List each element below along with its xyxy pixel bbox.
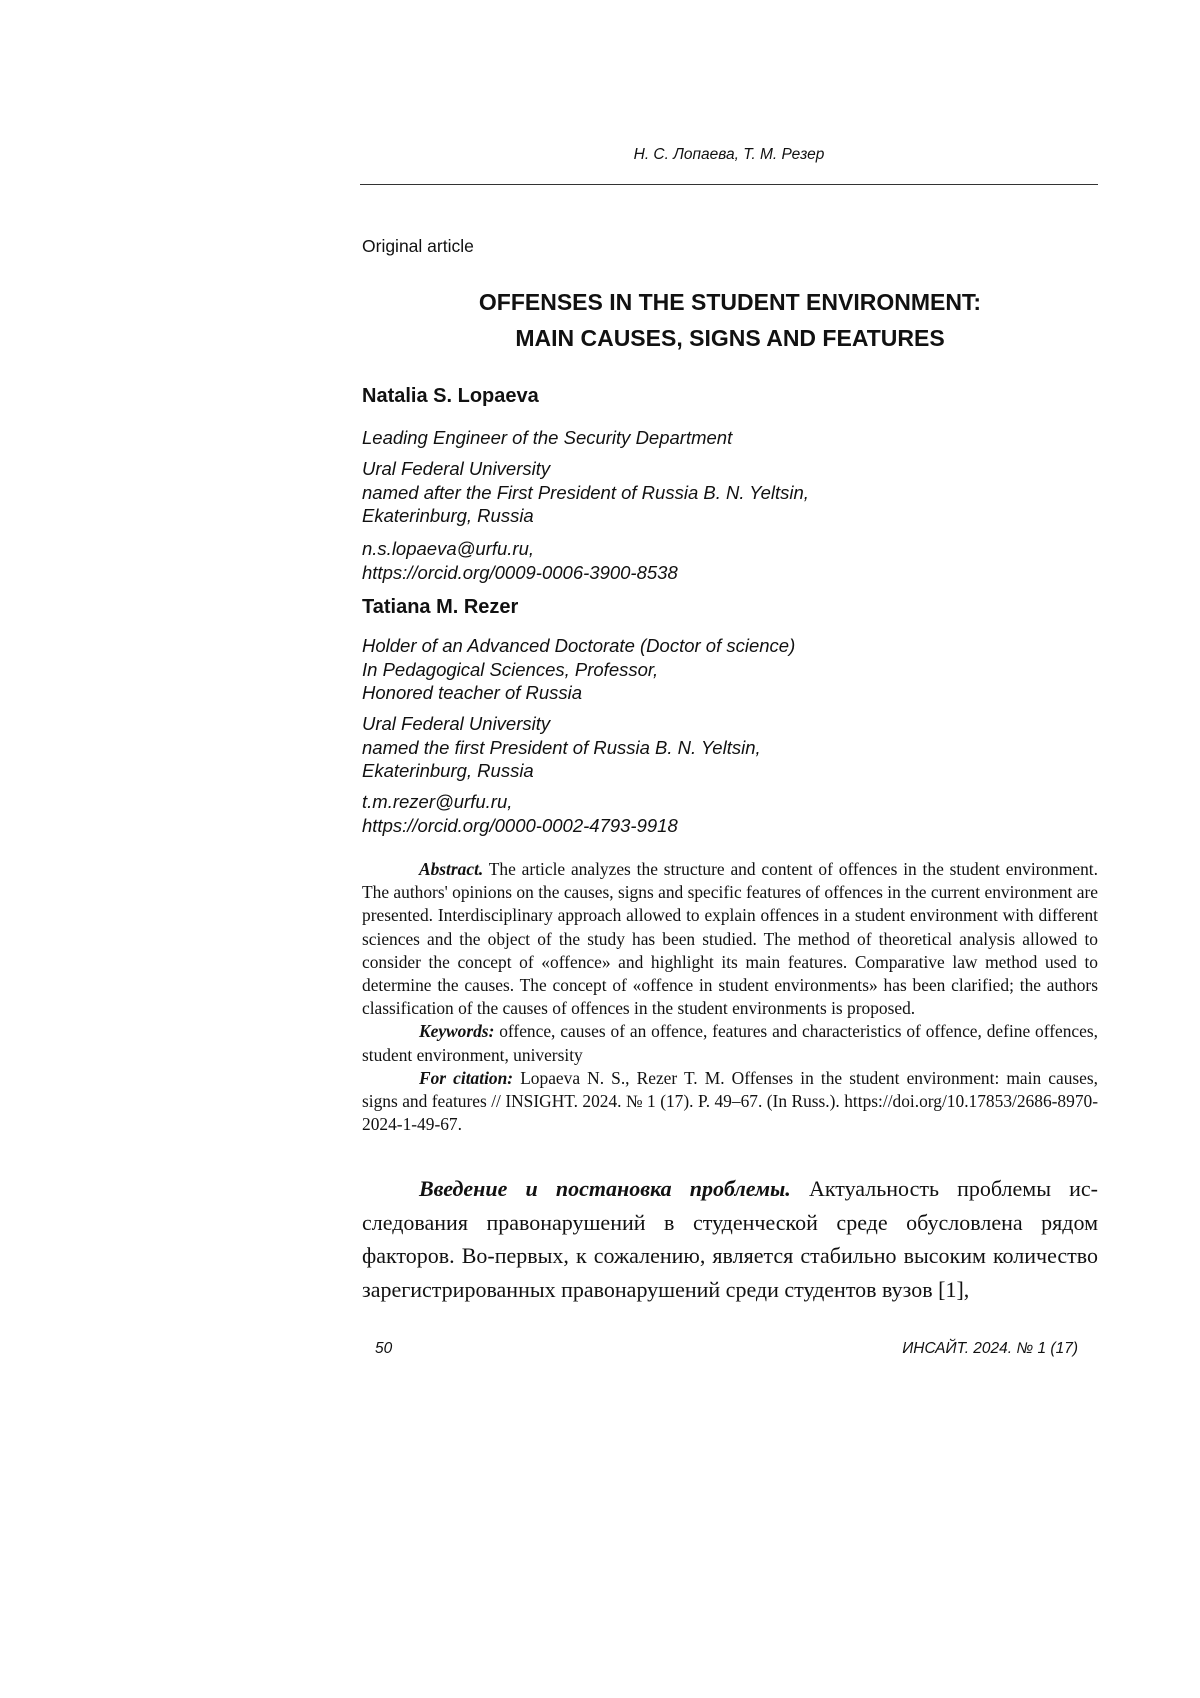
author-email: t.m.rezer@urfu.ru, xyxy=(362,791,513,812)
author-name: Natalia S. Lopaeva xyxy=(362,385,539,407)
intro-paragraph xyxy=(362,1172,1098,1306)
author-position xyxy=(362,634,1098,705)
author-contacts xyxy=(362,790,1098,837)
author-email: n.s.lopaeva@urfu.ru, xyxy=(362,538,535,559)
author-position-line: In Pedagogical Sciences, Professor, xyxy=(362,658,659,680)
intro-section xyxy=(362,1172,1098,1306)
affiliation-line: Ural Federal University xyxy=(362,458,551,479)
affiliation-line: Ekaterinburg, Russia xyxy=(362,505,534,526)
header-rule xyxy=(360,184,1098,185)
author-contacts xyxy=(362,537,1098,584)
affiliation-line: named the first President of Russia B. N. Yeltsin, xyxy=(362,736,761,758)
author-orcid: https://orcid.org/0000-0002-4793-9918 xyxy=(362,814,678,836)
citation-label: For citation: xyxy=(419,1067,514,1088)
author-orcid: https://orcid.org/0009-0006-3900-8538 xyxy=(362,561,678,583)
keywords-label: Keywords: xyxy=(419,1021,495,1042)
article-title xyxy=(362,284,1098,356)
abstract-section xyxy=(362,858,1098,1136)
author-position-line: Leading Engineer of the Security Department xyxy=(362,427,733,448)
author-affiliation xyxy=(362,457,1098,528)
affiliation-line: named after the First President of Russia B. N. Yeltsin, xyxy=(362,481,809,503)
abstract-paragraph xyxy=(362,858,1098,1020)
author-position-line: Honored teacher of Russia xyxy=(362,682,583,703)
affiliation-line: Ekaterinburg, Russia xyxy=(362,760,534,781)
keywords-paragraph xyxy=(362,1020,1098,1066)
journal-issue: ИНСАЙТ. 2024. № 1 (17) xyxy=(902,1340,1078,1357)
intro-text: Актуальность проблемы исследования правонарушений в студенческой среде обусловлена рядом факторов. Во-первых, к сожалению, является стабильно высоким количество зарегистрированных правонарушений среди студентов вузов [1], xyxy=(362,1176,1098,1302)
page-number: 50 xyxy=(375,1340,393,1357)
article-type: Original article xyxy=(362,236,474,256)
author-position-line: Holder of an Advanced Doctorate (Doctor of science) xyxy=(362,635,796,656)
author-name: Tatiana M. Rezer xyxy=(362,596,519,618)
title-line-1: OFFENSES IN THE STUDENT ENVIRONMENT: xyxy=(478,289,982,315)
keywords-text: offence, causes of an offence, features and characteristics of offence, define offences, student environment, university xyxy=(362,1021,1098,1065)
abstract-label: Abstract. xyxy=(419,859,484,879)
affiliation-line: Ural Federal University xyxy=(362,713,551,734)
author-affiliation xyxy=(362,712,1098,783)
abstract-text: The article analyzes the structure and content of offences in the student environment. The authors' opinions on the causes, signs and specific features of offences in the current environment are presented. Interdisciplinary approach allowed to explain offences in a student environment with different sciences and the object of the study has been studied. The method of theoretical analysis allowed to consider the concept of «offence» and highlight its main features. Comparative law method used to determine the causes. The concept of «offence in student environments» has been clarified; the authors classification of the causes of offences in the student environments is proposed. xyxy=(362,859,1098,1019)
author-position xyxy=(362,426,1098,450)
citation-text: Lopaeva N. S., Rezer T. M. Offenses in the student environment: main causes, signs and features // INSIGHT. 2024. № 1 (17). P. 49–67. (In Russ.). https://doi.org/10.17853/2686-8970-2024-1-49-67. xyxy=(362,1067,1099,1135)
running-head: Н. С. Лопаева, Т. М. Резер xyxy=(633,146,825,163)
title-line-2: MAIN CAUSES, SIGNS AND FEATURES xyxy=(515,325,945,351)
intro-heading: Введение и постановка проблемы. xyxy=(419,1176,791,1201)
citation-paragraph xyxy=(362,1067,1098,1137)
